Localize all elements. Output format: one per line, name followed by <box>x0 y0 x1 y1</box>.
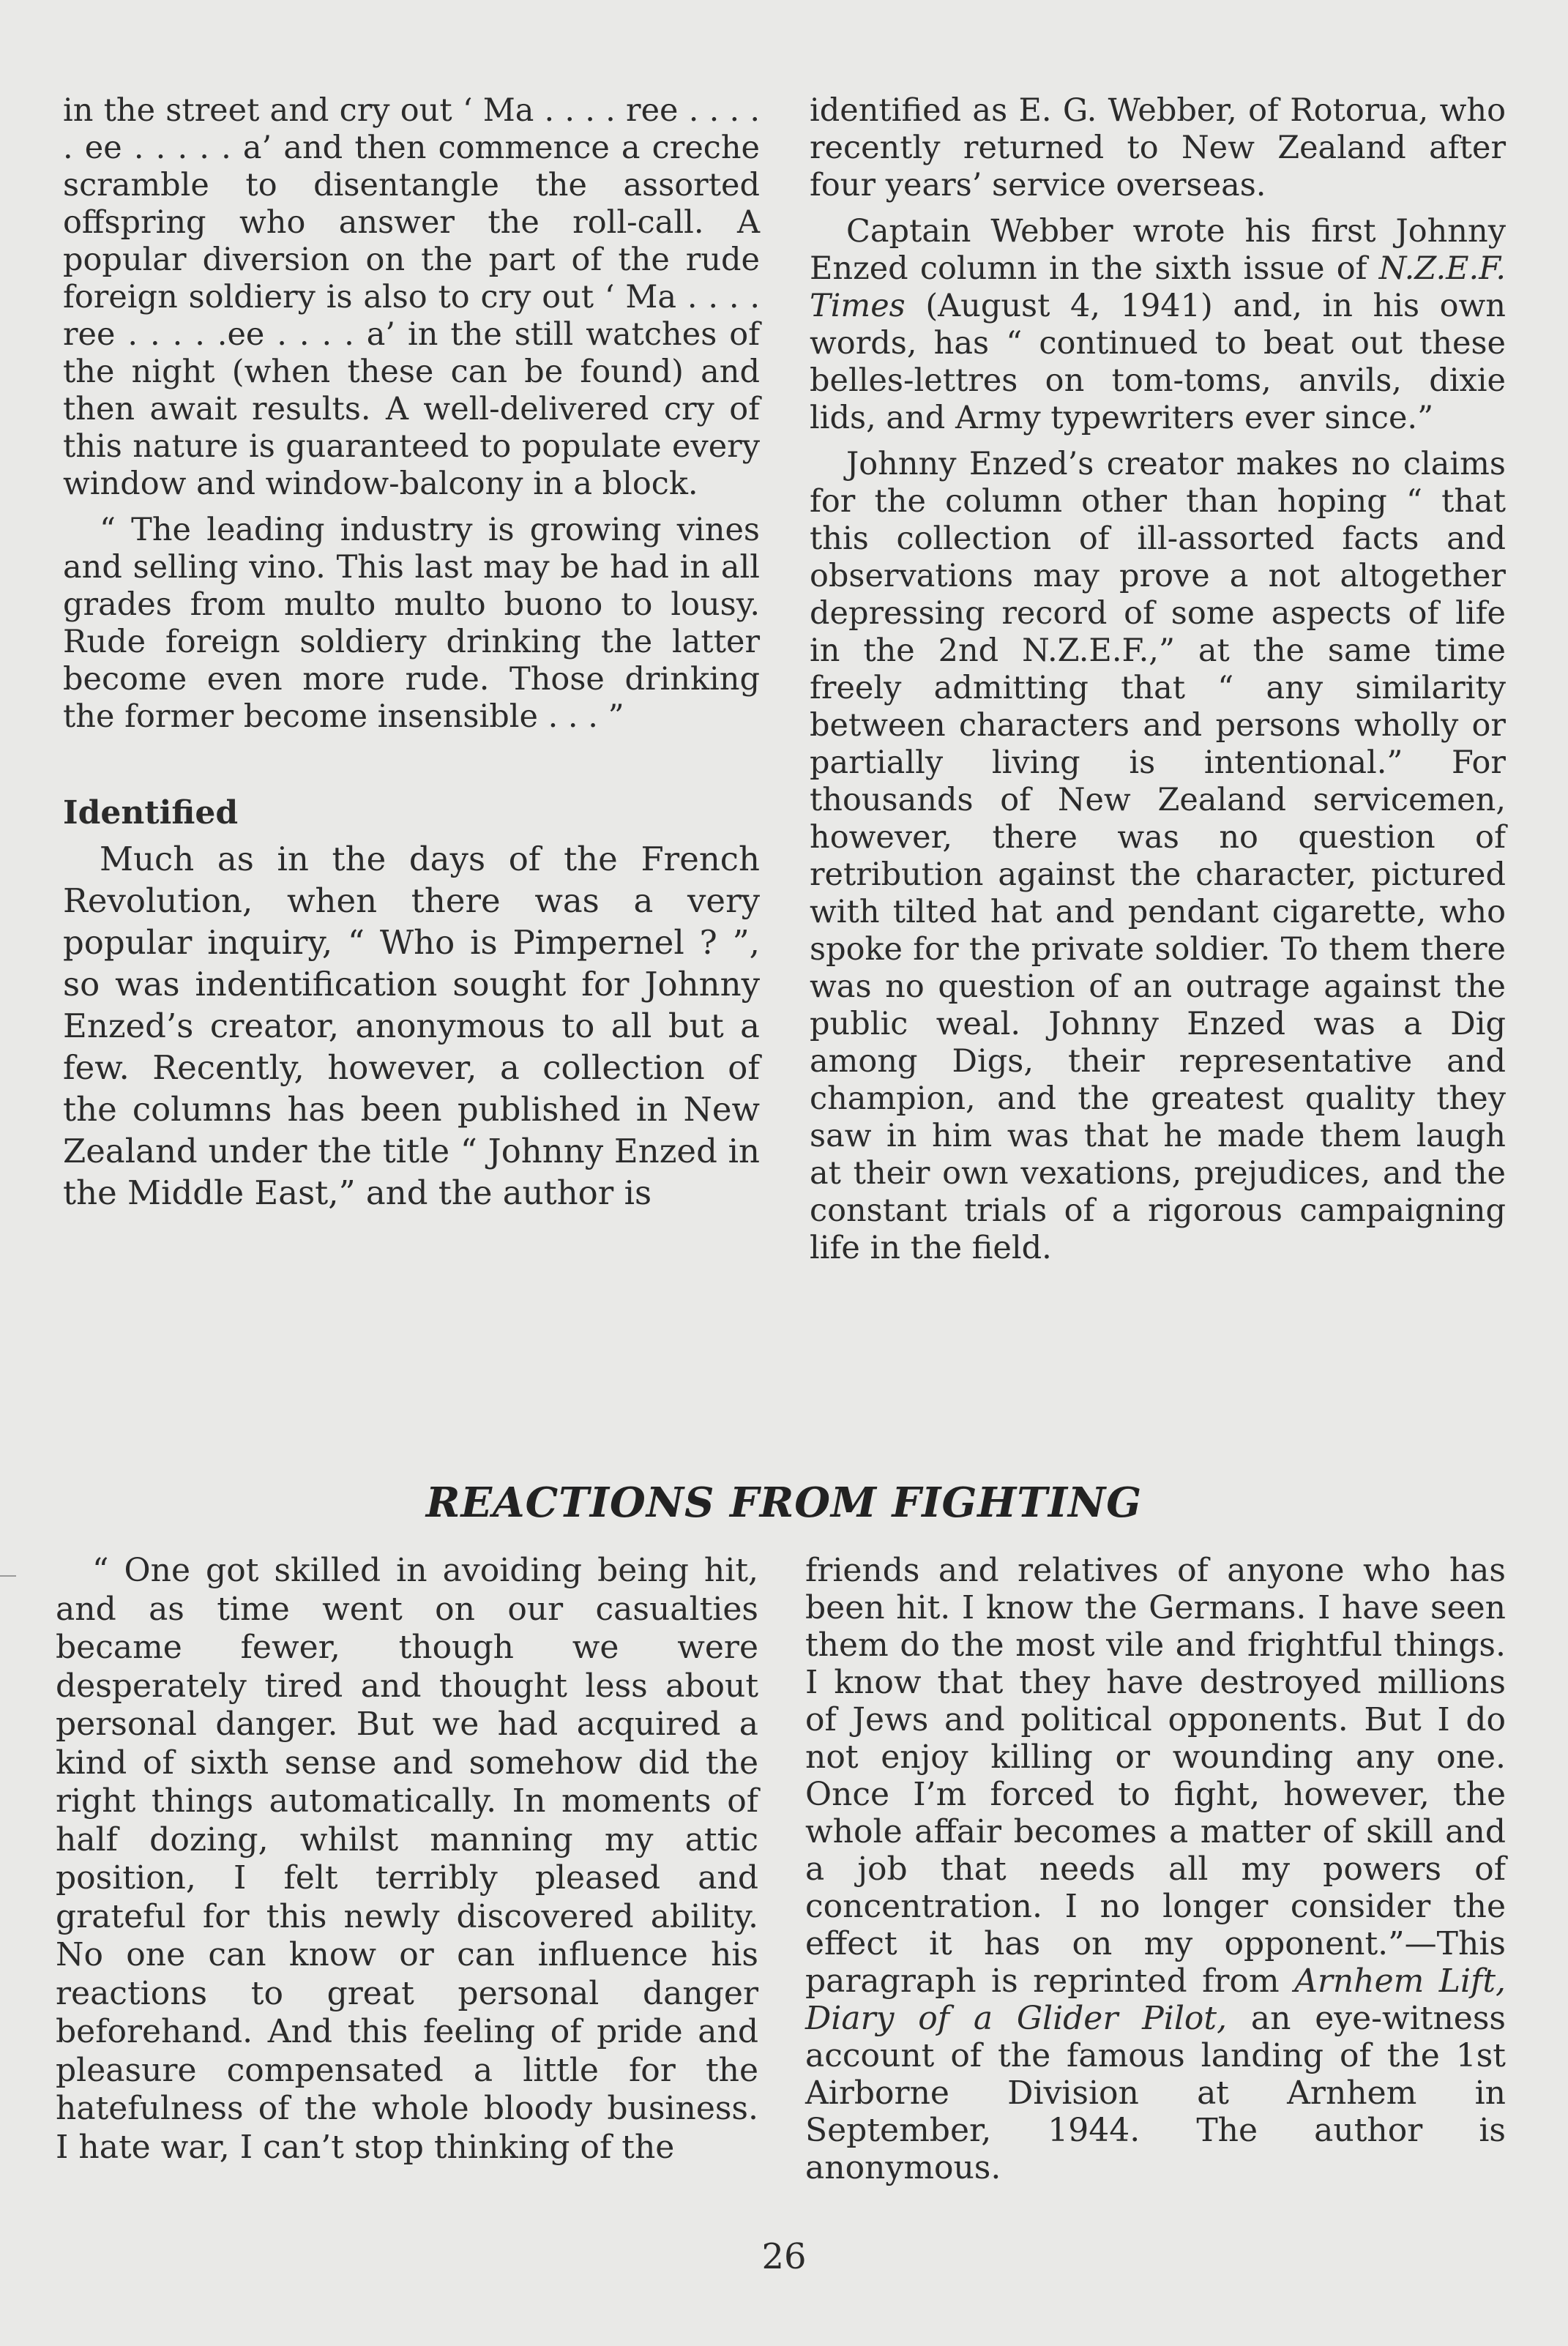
body-paragraph: “ One got skilled in avoiding being hit, and as time went on our casualties became fewer, though we were desperately tired and thought less about personal danger. But we had acquired a kind of sixth sense and somehow did the right things automatically. In moments of half dozing, whilst manning my attic position, I felt terribly pleased and grateful for this newly discovered ability. No one can know or can influence his reactions to great personal danger beforehand. And this feeling of pride and pleasure compensated a little for the hatefulness of the whole bloody business. I hate war, I can’t stop thinking of the <box>56 1552 758 2166</box>
text-run: (August 4, 1941) and, in his own words, has “ continued to beat out these belles-lettres on tom-toms, anvils, dixie lids, and Army typewriters ever since.” <box>810 288 1506 436</box>
margin-mark <box>0 1575 16 1577</box>
bottom-left-column <box>56 1552 758 2167</box>
body-paragraph: “ The leading industry is growing vines and selling vino. This last may be had in all grades from multo multo buono to lousy. Rude foreign soldiery drinking the latter become even more rude. Those drinking the former become insensible . . . ” <box>63 512 760 735</box>
page-number: 26 <box>761 2236 807 2277</box>
body-paragraph: in the street and cry out ‘ Ma . . . . ree . . . . . ee . . . . . a’ and then commence a creche scramble to disentangle the assorted offspring who answer the roll-call. A popular diversion on the part of the rude foreign soldiery is also to cry out ‘ Ma . . . . ree . . . . .ee . . . . a’ in the still watches of the night (when these can be found) and then await results. A well-delivered cry of this nature is guaranteed to populate every window and window-balcony in a block. <box>63 92 760 502</box>
text-run: friends and relatives of anyone who has been hit. I know the Germans. I have seen them do the most vile and frightful things. I know that they have destroyed millions of Jews and political opponents. But I do not enjoy killing or wounding any one. Once I’m forced to fight, however, the whole affair becomes a matter of skill and a job that needs all my powers of concentration. I no longer consider the effect it has on my opponent.”—This paragraph is reprinted from <box>805 1552 1506 2000</box>
body-paragraph <box>805 1552 1506 2186</box>
top-left-column <box>63 92 760 1214</box>
bottom-right-column <box>805 1552 1506 2186</box>
italic-publication-title: N.Z.E.F. Times <box>810 250 1506 324</box>
subheading-identified: Identified <box>63 794 239 832</box>
top-right-column <box>810 92 1506 1267</box>
body-paragraph: Much as in the days of the French Revolution, when there was a very popular inquiry, “ Who is Pimpernel ? ”, so was indentification sought for Johnny Enzed’s creator, anonymous to all but a few. Recently, however, a collection of the columns has been published in New Zealand under the title “ Johnny Enzed in the Middle East,” and the author is <box>63 840 760 1212</box>
identified-section <box>63 791 760 1214</box>
section-title: REACTIONS FROM FIGHTING <box>425 1479 1143 1527</box>
body-paragraph <box>810 213 1506 437</box>
text-run: Captain Webber wrote his first Johnny Enzed column in the sixth issue of <box>810 213 1506 287</box>
body-paragraph: Johnny Enzed’s creator makes no claims for the column other than hoping “ that this collection of ill-assorted facts and observations may prove a not altogether depressing record of some aspects of life in the 2nd N.Z.E.F.,” at the same time freely admitting that “ any similarity between characters and persons wholly or partially living is intentional.” For thousands of New Zealand servicemen, however, there was no question of retribution against the character, pictured with tilted hat and pendant cigarette, who spoke for the private soldier. To them there was no question of an outrage against the public weal. Johnny Enzed was a Dig among Digs, their representative and champion, and the greatest quality they saw in him was that he made them laugh at their own vexations, prejudices, and the constant trials of a rigorous campaigning life in the field. <box>810 446 1506 1266</box>
italic-book-title: Arnhem Lift, Diary of a Glider Pilot, <box>805 1962 1506 2037</box>
text-run: an eye-witness account of the famous landing of the 1st Airborne Division at Arnhem in September, 1944. The author is anonymous. <box>805 2000 1506 2186</box>
body-paragraph: identified as E. G. Webber, of Rotorua, who recently returned to New Zealand after four years’ service overseas. <box>810 92 1506 203</box>
